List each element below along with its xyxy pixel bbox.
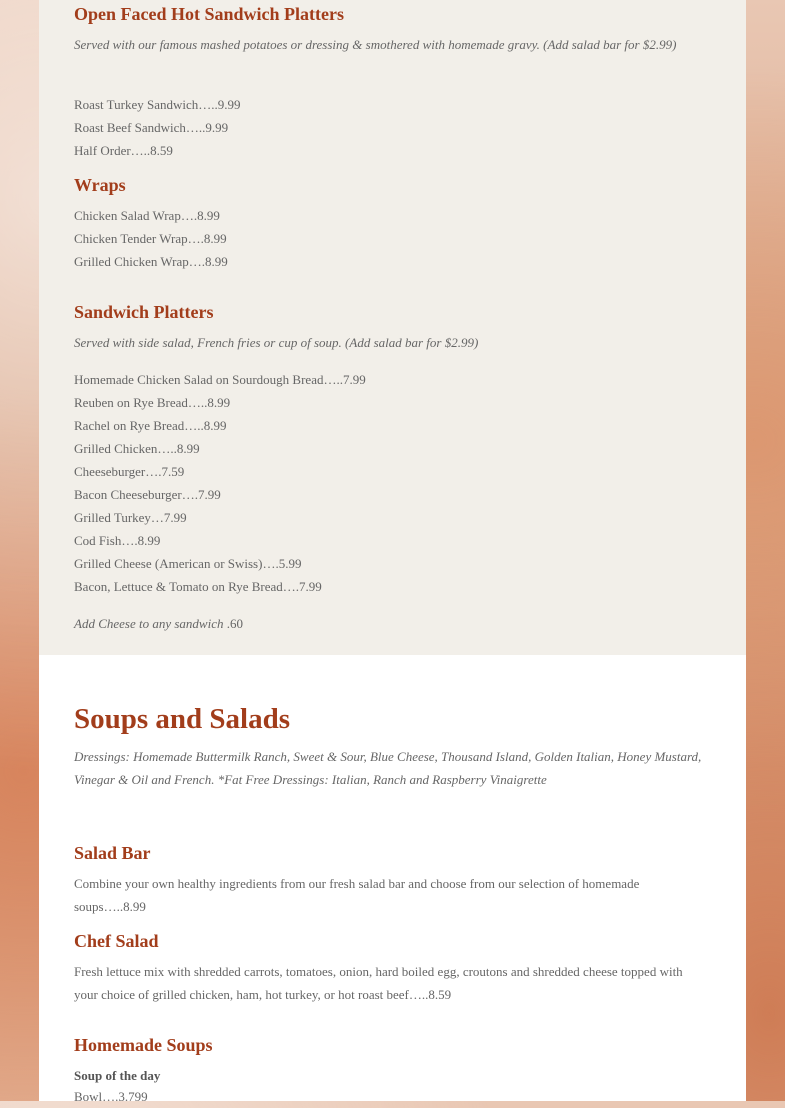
section-title-wraps: Wraps (74, 175, 126, 195)
menu-item: Bacon, Lettuce & Tomato on Rye Bread….7.99 (74, 579, 322, 594)
menu-panel-sandwiches (39, 0, 746, 655)
section-title-open-faced: Open Faced Hot Sandwich Platters (74, 4, 344, 24)
menu-item: Half Order…..8.59 (74, 143, 173, 158)
open-faced-note: Served with our famous mashed potatoes or dressing & smothered with homemade gravy. (Add salad bar for $2.99) (74, 37, 677, 52)
menu-item: Grilled Chicken…..8.99 (74, 441, 200, 456)
dressings-note (74, 745, 704, 791)
add-cheese-price: .60 (226, 616, 243, 631)
section-title-salad-bar: Salad Bar (74, 843, 151, 863)
chef-salad-description: Fresh lettuce mix with shredded carrots, tomatoes, onion, hard boiled egg, croutons and shredded cheese topped with your choice of grilled chicken, ham, hot turkey, or hot roast beef…..8.59 (74, 964, 683, 1002)
menu-item: Chicken Salad Wrap….8.99 (74, 208, 220, 223)
add-cheese-label: Add Cheese to any sandwich (74, 616, 227, 631)
soup-of-day-label: Soup of the day (74, 1068, 161, 1083)
open-faced-list (74, 93, 704, 162)
menu-item: Grilled Turkey…7.99 (74, 510, 187, 525)
menu-item: Cheeseburger….7.59 (74, 464, 185, 479)
menu-item: Bacon Cheeseburger….7.99 (74, 487, 221, 502)
menu-item: Reuben on Rye Bread…..8.99 (74, 395, 231, 410)
dressings-line: Vinegar & Oil and French. *Fat Free Dressings: Italian, Ranch and Raspberry Vinaigrette (74, 772, 547, 787)
menu-item: Grilled Chicken Wrap….8.99 (74, 254, 228, 269)
section-title-sandwich-platters: Sandwich Platters (74, 302, 214, 322)
menu-item: Roast Beef Sandwich…..9.99 (74, 120, 229, 135)
menu-item: Cod Fish….8.99 (74, 533, 161, 548)
menu-item: Rachel on Rye Bread…..8.99 (74, 418, 227, 433)
menu-item: Bowl….3.799 (74, 1089, 148, 1104)
menu-item: Grilled Cheese (American or Swiss)….5.99 (74, 556, 302, 571)
section-title-chef-salad: Chef Salad (74, 931, 159, 951)
menu-item: Chicken Tender Wrap….8.99 (74, 231, 227, 246)
wraps-list (74, 204, 704, 273)
menu-item: Roast Turkey Sandwich…..9.99 (74, 97, 241, 112)
menu-item: Homemade Chicken Salad on Sourdough Bread…..7.99 (74, 372, 366, 387)
sandwich-platters-note: Served with side salad, French fries or cup of soup. (Add salad bar for $2.99) (74, 335, 479, 350)
dressings-line: Dressings: Homemade Buttermilk Ranch, Sweet & Sour, Blue Cheese, Thousand Island, Golden Italian, Honey Mustard, (74, 749, 702, 764)
page-title-soups-salads: Soups and Salads (74, 703, 291, 735)
sandwich-platters-list (74, 368, 704, 598)
menu-panel-soups-salads (39, 655, 746, 1104)
add-cheese-note (74, 612, 704, 635)
section-title-homemade-soups: Homemade Soups (74, 1035, 213, 1055)
salad-bar-description: Combine your own healthy ingredients from our fresh salad bar and choose from our selection of homemade soups…..8.99 (74, 876, 640, 914)
